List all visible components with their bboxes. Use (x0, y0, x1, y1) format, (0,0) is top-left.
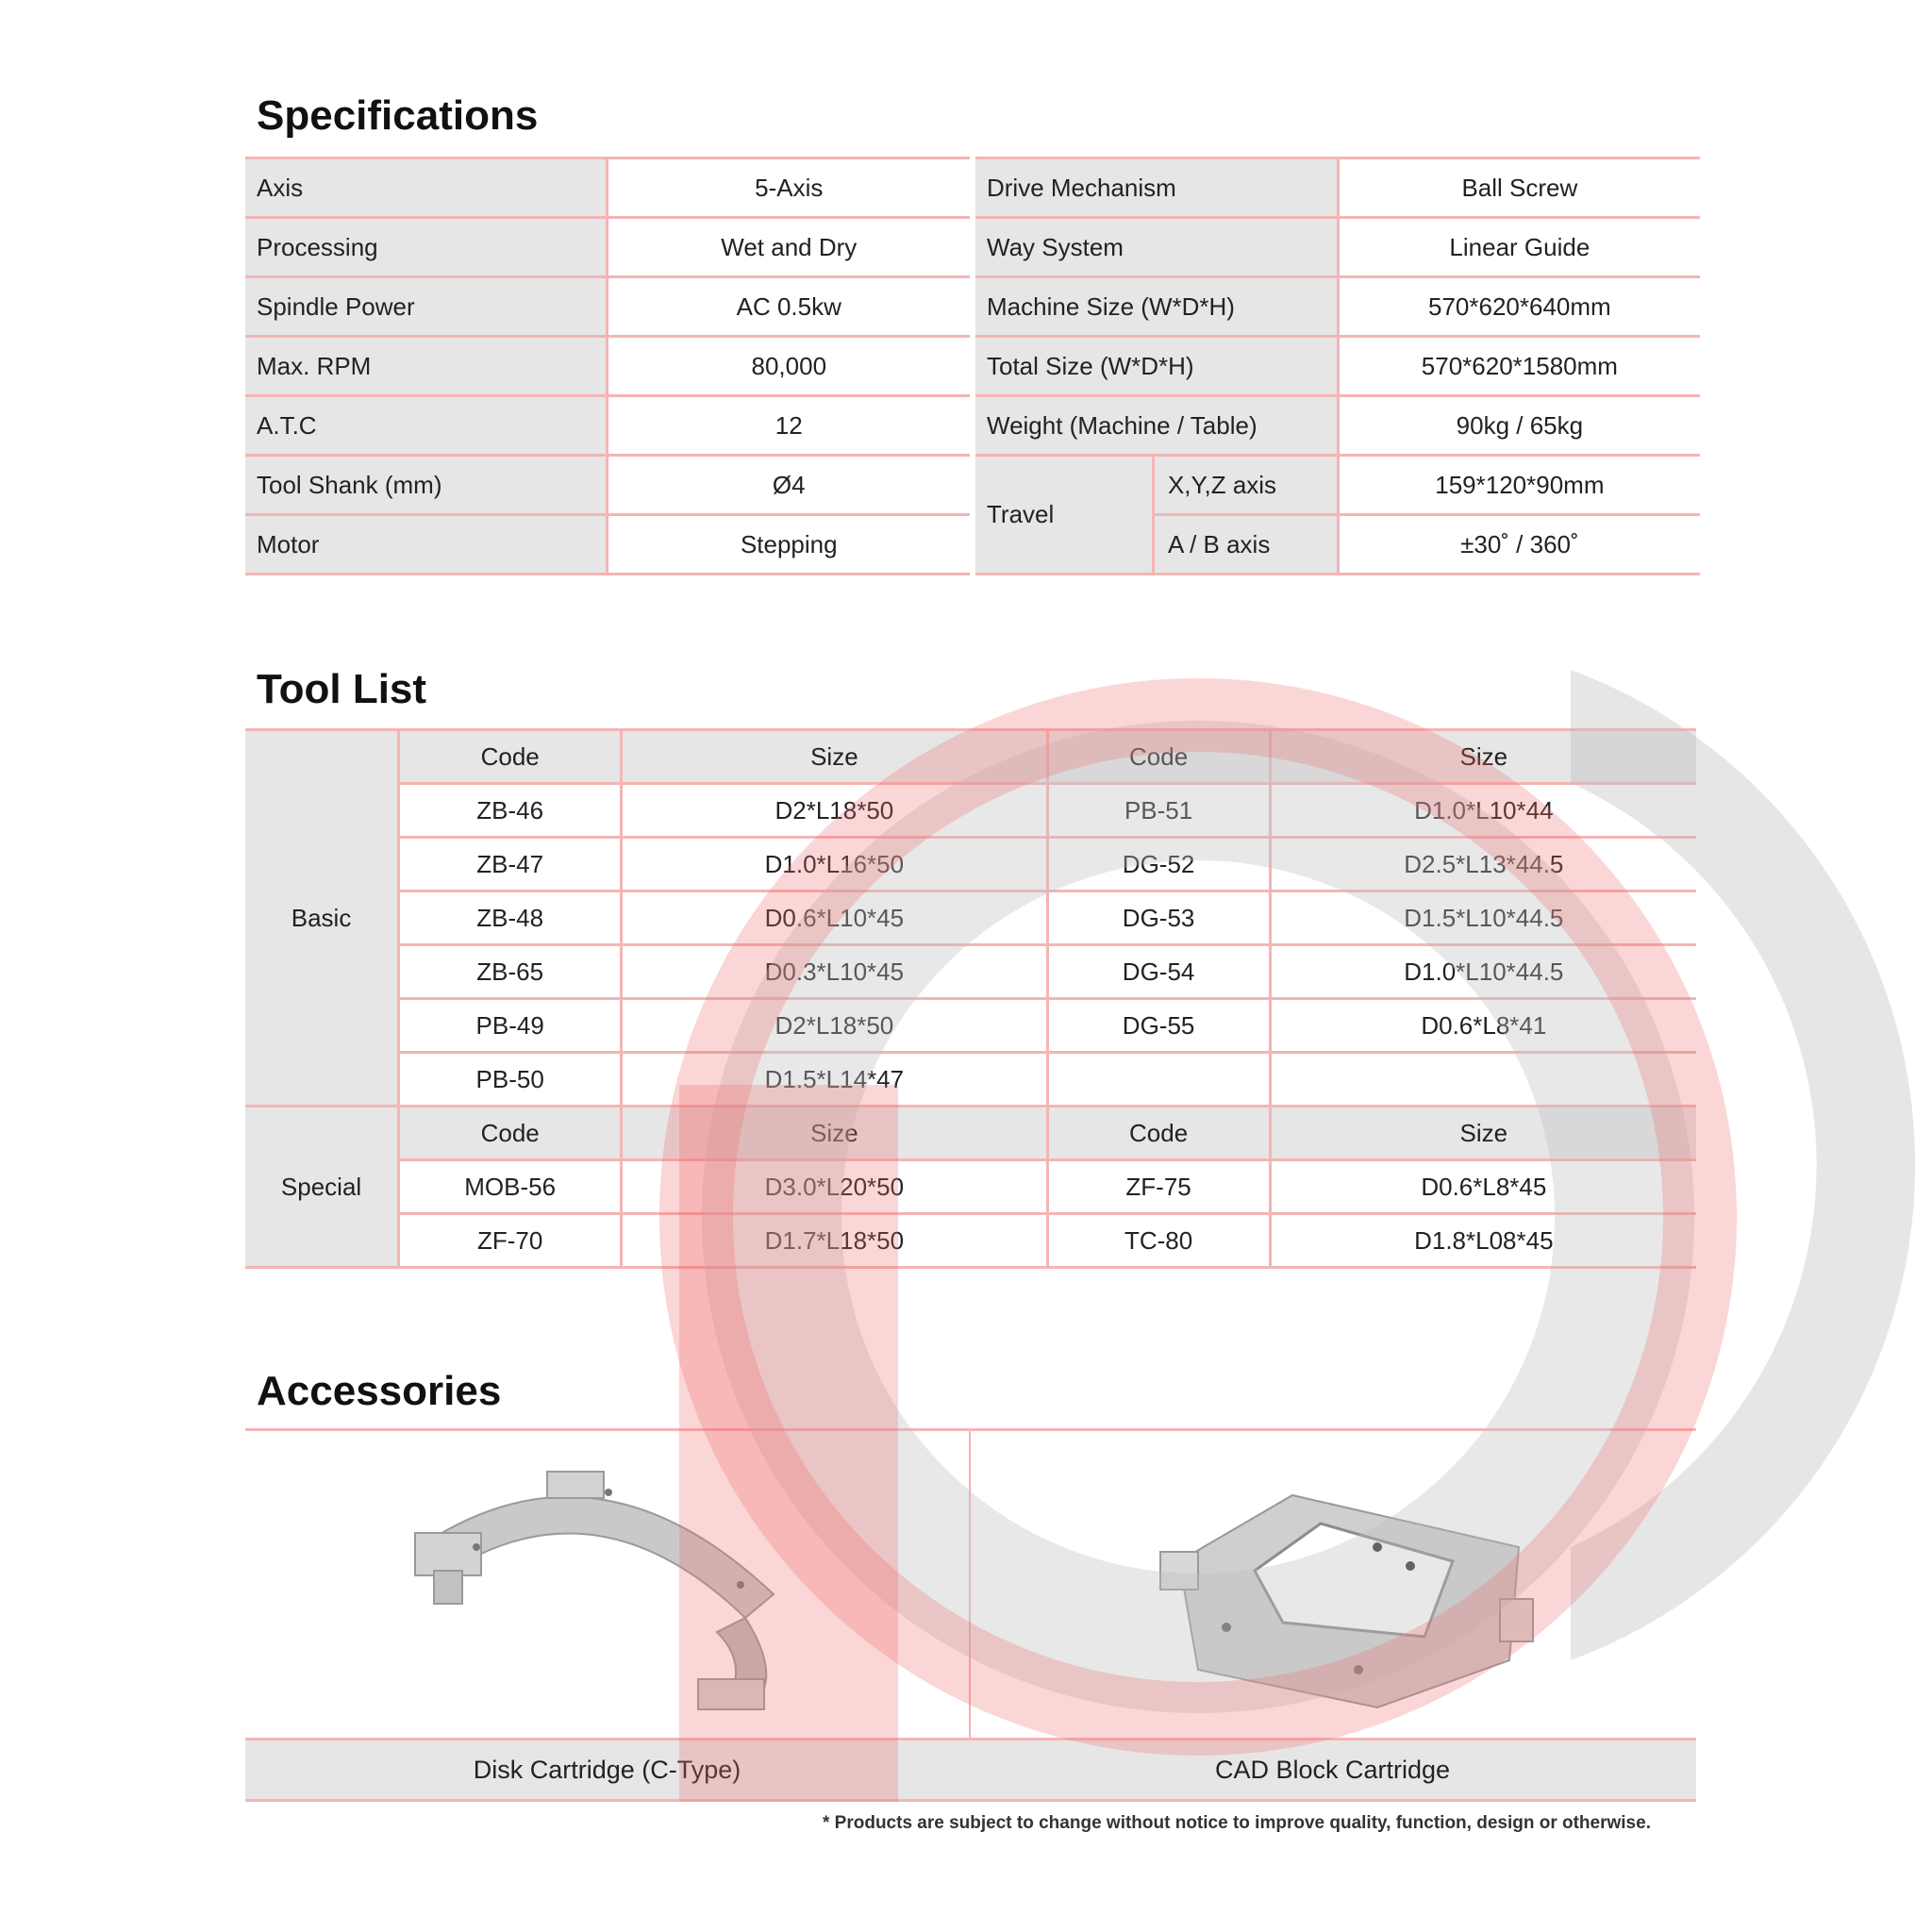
specifications-table-left (245, 157, 970, 575)
tool-row (245, 1214, 1696, 1268)
spec-value: 80,000 (607, 337, 970, 396)
spec-value: Ball Screw (1338, 158, 1700, 218)
tool-row (245, 999, 1696, 1053)
tool-list-table (245, 728, 1696, 1269)
size-header: Size (1270, 1107, 1696, 1160)
spec-label: Processing (245, 218, 607, 277)
size-header: Size (1270, 730, 1696, 784)
tool-code: PB-50 (399, 1053, 622, 1107)
cad-cartridge-screw (1406, 1561, 1415, 1571)
spec-row (975, 337, 1700, 396)
size-header: Size (622, 1107, 1047, 1160)
spec-value: Wet and Dry (607, 218, 970, 277)
tool-row (245, 945, 1696, 999)
basic-group-label: Basic (245, 730, 399, 1107)
spec-label: Axis (245, 158, 607, 218)
spec-label: Way System (975, 218, 1338, 277)
specifications-table-right (975, 157, 1700, 575)
cad-cartridge-screw (1373, 1542, 1382, 1552)
disk-cartridge-screw (737, 1581, 744, 1589)
spec-label: Machine Size (W*D*H) (975, 277, 1338, 337)
travel-ab-value: ±30˚ / 360˚ (1338, 515, 1700, 575)
tool-size: D1.0*L10*44.5 (1270, 945, 1696, 999)
tool-header-row (245, 730, 1696, 784)
size-header: Size (622, 730, 1047, 784)
disk-cartridge-arc (434, 1497, 774, 1618)
tool-code: ZB-48 (399, 891, 622, 945)
tool-size: D3.0*L20*50 (622, 1160, 1047, 1214)
spec-value: 90kg / 65kg (1338, 396, 1700, 456)
spec-label: Motor (245, 515, 607, 575)
spec-row (975, 277, 1700, 337)
spec-label: Drive Mechanism (975, 158, 1338, 218)
tool-row (245, 838, 1696, 891)
tool-code: DG-55 (1047, 999, 1270, 1053)
spec-row (975, 158, 1700, 218)
spec-label: A.T.C (245, 396, 607, 456)
disk-cartridge-screw (605, 1489, 612, 1496)
disk-cartridge-bottom-clamp (698, 1679, 764, 1709)
travel-label: Travel (975, 456, 1153, 575)
tool-list-title: Tool List (257, 666, 427, 712)
spec-label: Spindle Power (245, 277, 607, 337)
spec-value: 570*620*1580mm (1338, 337, 1700, 396)
cad-cartridge-right-tab (1500, 1599, 1533, 1641)
spec-row (245, 158, 970, 218)
travel-ab-label: A / B axis (1153, 515, 1338, 575)
tool-size: D0.6*L10*45 (622, 891, 1047, 945)
tool-size: D2*L18*50 (622, 999, 1047, 1053)
disk-cartridge-left-clamp (415, 1533, 481, 1575)
tool-row (245, 891, 1696, 945)
tool-size: D2.5*L13*44.5 (1270, 838, 1696, 891)
spec-label: Weight (Machine / Table) (975, 396, 1338, 456)
tool-code: DG-52 (1047, 838, 1270, 891)
tool-code: ZB-46 (399, 784, 622, 838)
travel-xyz-label: X,Y,Z axis (1153, 456, 1338, 515)
disk-cartridge-screw (473, 1543, 480, 1551)
tool-code: DG-54 (1047, 945, 1270, 999)
spec-row (245, 218, 970, 277)
tool-row (245, 784, 1696, 838)
tool-code: MOB-56 (399, 1160, 622, 1214)
special-group-label: Special (245, 1107, 399, 1268)
cad-cartridge-screw (1354, 1665, 1363, 1674)
spec-row (245, 337, 970, 396)
tool-code: TC-80 (1047, 1214, 1270, 1268)
tool-code: PB-51 (1047, 784, 1270, 838)
accessories-title: Accessories (257, 1368, 502, 1414)
cad-cartridge-left-tab (1160, 1552, 1198, 1590)
tool-row (245, 1053, 1696, 1107)
spec-row (245, 456, 970, 515)
spec-label: Tool Shank (mm) (245, 456, 607, 515)
tool-size: D1.7*L18*50 (622, 1214, 1047, 1268)
spec-row (975, 396, 1700, 456)
tool-size: D0.6*L8*45 (1270, 1160, 1696, 1214)
spec-value: 12 (607, 396, 970, 456)
tool-code: ZF-70 (399, 1214, 622, 1268)
specifications-title: Specifications (257, 92, 539, 139)
tool-size: D0.3*L10*45 (622, 945, 1047, 999)
code-header: Code (399, 1107, 622, 1160)
spec-row (245, 515, 970, 575)
spec-value: 570*620*640mm (1338, 277, 1700, 337)
code-header: Code (1047, 1107, 1270, 1160)
footnote: * Products are subject to change without notice to improve quality, function, design or otherwise. (823, 1813, 1651, 1833)
disk-cartridge-top-clamp (547, 1472, 604, 1498)
tool-code: ZB-65 (399, 945, 622, 999)
tool-size: D1.0*L16*50 (622, 838, 1047, 891)
accessories-caption-row (245, 1738, 1696, 1802)
cad-cartridge-screw (1222, 1623, 1231, 1632)
disk-cartridge-image (406, 1453, 802, 1717)
travel-xyz-value: 159*120*90mm (1338, 456, 1700, 515)
tool-size (1270, 1053, 1696, 1107)
spec-row-travel-xyz (975, 456, 1700, 515)
disk-cartridge-left-foot (434, 1571, 462, 1604)
spec-row (975, 218, 1700, 277)
tool-size: D1.0*L10*44 (1270, 784, 1696, 838)
spec-label: Max. RPM (245, 337, 607, 396)
spec-row (245, 277, 970, 337)
tool-code: ZB-47 (399, 838, 622, 891)
tool-row (245, 1160, 1696, 1214)
spec-value: Ø4 (607, 456, 970, 515)
cad-block-cartridge-caption: CAD Block Cartridge (1214, 1755, 1451, 1784)
code-header: Code (399, 730, 622, 784)
tool-header-row (245, 1107, 1696, 1160)
tool-code: ZF-75 (1047, 1160, 1270, 1214)
tool-size: D1.8*L08*45 (1270, 1214, 1696, 1268)
spec-value: Stepping (607, 515, 970, 575)
tool-size: D1.5*L14*47 (622, 1053, 1047, 1107)
tool-size: D2*L18*50 (622, 784, 1047, 838)
spec-row (245, 396, 970, 456)
spec-label: Total Size (W*D*H) (975, 337, 1338, 396)
spec-value: AC 0.5kw (607, 277, 970, 337)
code-header: Code (1047, 730, 1270, 784)
tool-code: DG-53 (1047, 891, 1270, 945)
tool-code: PB-49 (399, 999, 622, 1053)
disk-cartridge-caption: Disk Cartridge (C-Type) (473, 1755, 741, 1784)
spec-value: Linear Guide (1338, 218, 1700, 277)
accessories-top-rule (245, 1428, 1696, 1431)
spec-value: 5-Axis (607, 158, 970, 218)
tool-code (1047, 1053, 1270, 1107)
cad-block-cartridge-image (1141, 1457, 1547, 1712)
tool-size: D0.6*L8*41 (1270, 999, 1696, 1053)
tool-size: D1.5*L10*44.5 (1270, 891, 1696, 945)
